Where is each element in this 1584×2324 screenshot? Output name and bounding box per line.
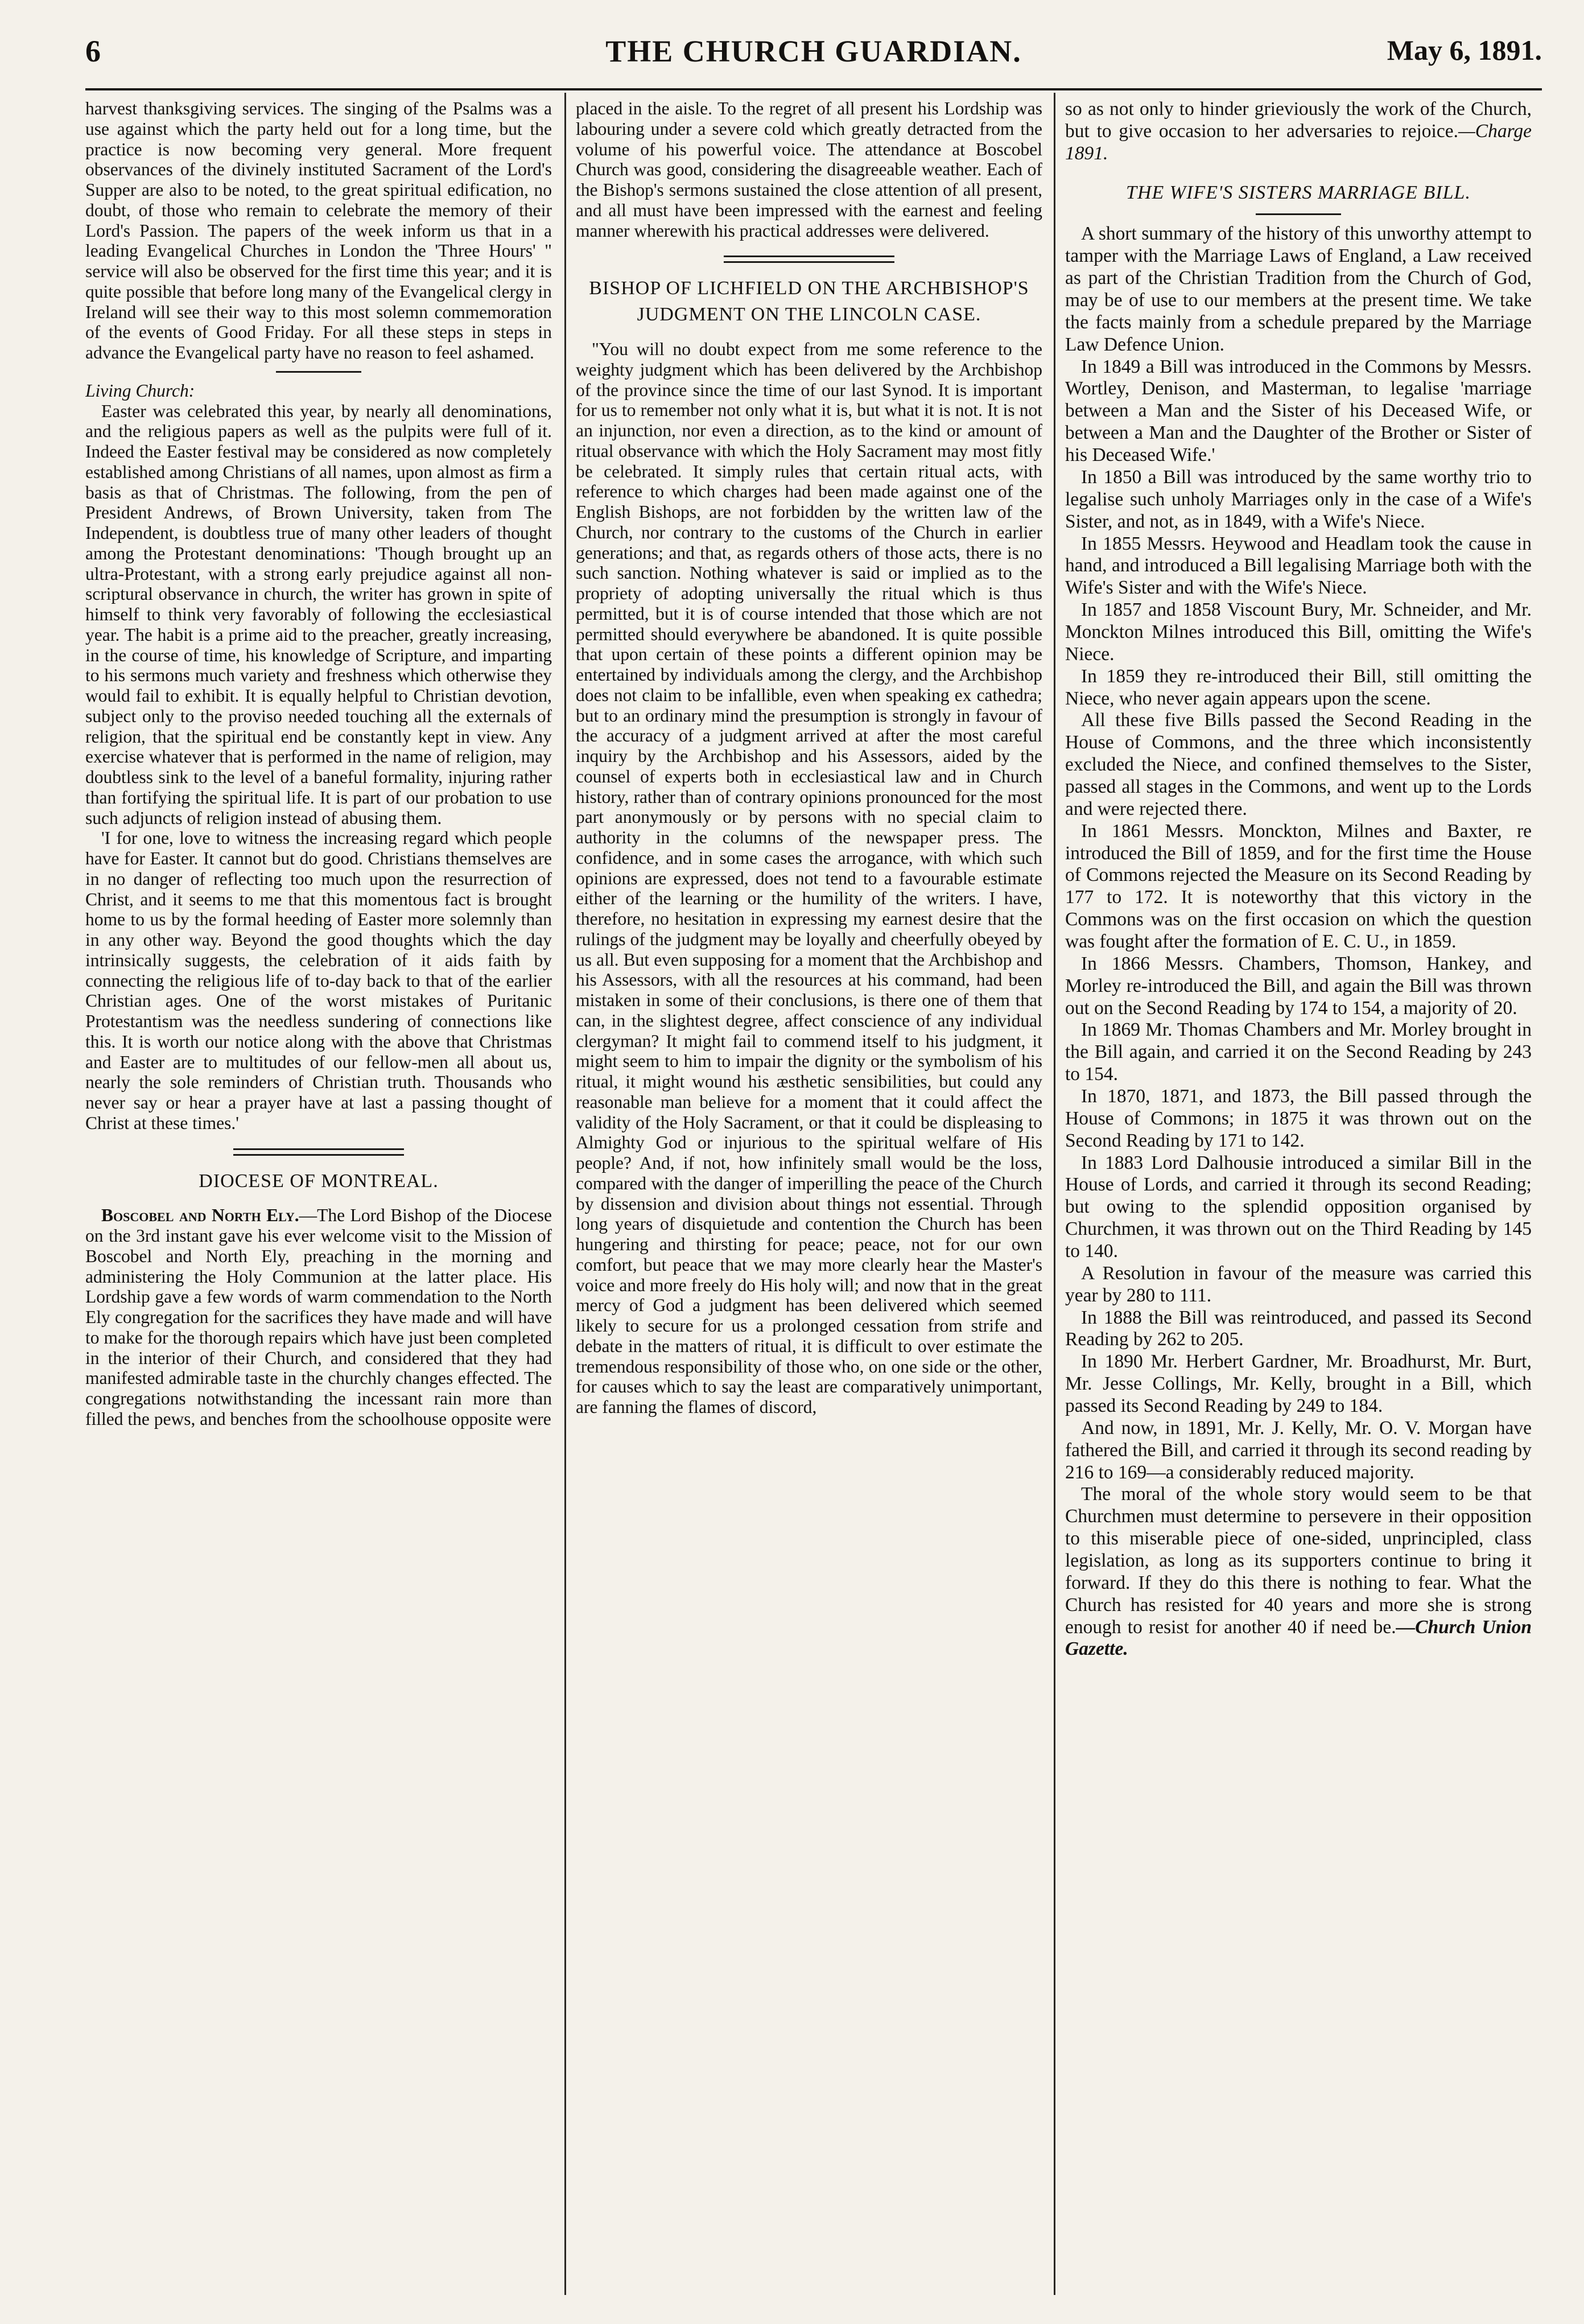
page-number: 6 — [85, 34, 101, 68]
article-paragraph: In 1888 the Bill was reintroduced, and passed its Second Reading by 262 to 205. — [1065, 1307, 1532, 1350]
article-paragraph: In 1859 they re-introduced their Bill, still omitting the Niece, who never again appears upon the scene. — [1065, 665, 1532, 709]
source-citation: —Church Union Gazette. — [1065, 1616, 1532, 1660]
article-paragraph: In 1850 a Bill was introduced by the same worthy trio to legalise such unholy Marriages only in the case of a Wife's Sister, and not, as in 1849, with a Wife's Niece. — [1065, 466, 1532, 532]
article-paragraph: In 1857 and 1858 Viscount Bury, Mr. Schneider, and Mr. Monckton Milnes introduced this Bill, omitting the Wife's Niece. — [1065, 599, 1532, 665]
article-paragraph: A Resolution in favour of the measure was carried this year by 280 to 111. — [1065, 1262, 1532, 1306]
article-paragraph: In 1870, 1871, and 1873, the Bill passed through the House of Commons; in 1875 it was thrown out on the Second Reading by 171 to 142. — [1065, 1085, 1532, 1151]
article-paragraph: placed in the aisle. To the regret of all present his Lordship was labouring under a severe cold which greatly detracted from the volume of his powerful voice. The attendance at Boscobel Church was good, considering the disagreeable weather. Each of the Bishop's sermons sustained the close attention of all present, and all must have been impressed with the earnest and feeling manner wherewith his practical addresses were delivered. — [576, 98, 1042, 241]
article-paragraph: In 1849 a Bill was introduced in the Commons by Messrs. Wortley, Denison, and Masterman, to legalise 'marriage between a Man and the Sister of his Deceased Wife, or between a Man and the Daughter of the Brother or Sister of his Deceased Wife.' — [1065, 356, 1532, 466]
newspaper-page — [85, 26, 1542, 2296]
section-divider — [1256, 213, 1341, 215]
article-paragraph: In 1855 Messrs. Heywood and Headlam took the cause in hand, and introduced a Bill legalising Marriage both with the Wife's Sister and with the Wife's Niece. — [1065, 533, 1532, 599]
section-divider — [276, 371, 361, 373]
section-heading: BISHOP OF LICHFIELD ON THE ARCHBISHOP'S JUDGMENT ON THE LINCOLN CASE. — [589, 278, 1029, 325]
section-heading: DIOCESE OF MONTREAL. — [199, 1170, 439, 1192]
section-heading: THE WIFE'S SISTERS MARRIAGE BILL. — [1126, 182, 1471, 203]
article-paragraph: 'I for one, love to witness the increasing regard which people have for Easter. It cannot but do good. Christians themselves are in no danger of reflecting too much upon the resurrection of Christ, and it seems to me that this momentous fact is brought home to us by the formal heeding of Easter more solemnly than in any other way. Beyond the good thoughts which the day intrinsically suggests, the celebration of it aids faith by connecting the religious life of to-day back to that of the earlier Christian ages. One of the worst mistakes of Puritanic Protestantism was the needless sundering of connections like this. It is worth our notice along with the above that Christmas and Easter are to multitudes of our fellow-men all about us, nearly the sole reminders of Christian truth. Thousands who never say or hear a prayer have at last a passing thought of Christ at these times.' — [85, 828, 552, 1133]
run-in-heading: Boscobel and North Ely. — [101, 1205, 299, 1226]
section-divider — [724, 256, 894, 263]
issue-date: May 6, 1891. — [1387, 34, 1542, 66]
article-paragraph: "You will no doubt expect from me some reference to the weighty judgment which has been delivered by the Archbishop of the province since the time of our last Synod. It is important for us to remember not only what it is, but what it is not. It is not an injunction, nor even a direction, as to the kind or amount of ritual observance with which the Holy Sacrament may most fitly be celebrated. It simply rules that certain ritual acts, with reference to which charges had been made against one of the English Bishops, are not forbidden by the written law of the Church, nor contrary to the customs of the Church in earlier generations; and that, as regards others of those acts, there is no such sanction. Nothing whatever is said or implied as to the propriety of adopting universally the ritual which is thus permitted, but it is of course intended that those which are not permitted should everywhere be abandoned. It is quite possible that upon certain of these points a different opinion may be entertained by individuals among the clergy, and the Archbishop does not claim to be infallible, even when speaking ex cathedra; but to an ordinary mind the presumption is strongly in favour of the accuracy of a judgment arrived at after the most careful inquiry by the Archbishop and his Assessors, aided by the counsel of experts both in ecclesiastical law and in Church history, rather than of contrary opinions pronounced for the most part anonymously or by persons with no special claim to authority in the columns of the newspaper press. The confidence, and in some cases the arrogance, with which such opinions are expressed, does not tend to a favourable estimate either of the learning or the humility of the writers. I have, therefore, no hesitation in expressing my earnest desire that the rulings of the judgment may be loyally and cheerfully obeyed by us all. But even supposing for a moment that the Archbishop and his Assessors, with all the resources at his command, had been mistaken in some of their conclusions, is there one of them that can, in the slightest degree, affect conscience of any individual clergyman? It might fail to commend itself to his judgment, it might seem to him to impair the dignity or the symbolism of his ritual, it might wound his æsthetic sensibilities, but could any reasonable man believe for a moment that it could affect the validity of the Holy Sacrament, or that it could be displeasing to Almighty God or injurious to the spiritual welfare of His people? And, if not, how infinitely small would be the loss, compared with the danger of imperilling the peace of the Church by dissension and division about things not essential. Through long years of disquietude and contention the Church has been hungering and thirsting for peace; peace, not for our own comfort, but peace that we may more clearly hear the Master's voice and more freely do His holy will; and now that in the great mercy of God a judgment has been delivered which seemed likely to secure for us a prolonged cessation from strife and debate in the matters of ritual, it is difficult to over estimate the tremendous responsibility of those who, on one side or the other, for causes which to say the least are comparatively unimportant, are fanning the flames of discord, — [576, 339, 1042, 1418]
article-paragraph: All these five Bills passed the Second Reading in the House of Commons, and the three which inconsistently excluded the Niece, and confined themselves to the Sister, passed all stages in the Commons, and went up to the Lords and were rejected there. — [1065, 710, 1532, 819]
article-paragraph: A short summary of the history of this unworthy attempt to tamper with the Marriage Laws of England, a Law received as part of the Christian Tradition from the Church of God, may be of use to our members at the present time. We take the facts mainly from a schedule prepared by the Marriage Law Defence Union. — [1065, 223, 1532, 355]
article-paragraph: Easter was celebrated this year, by nearly all denominations, and the religious papers as well as the pulpits were full of it. Indeed the Easter festival may be considered as now completely established among Christians of all names, upon almost as firm a basis as that of Christmas. The following, from the pen of President Andrews, of Brown University, taken from The Independent, is doubtless true of many other leaders of thought among the Protestant denominations: 'Though brought up an ultra-Protestant, with a strong early prejudice against all non-scriptural observance in church, the writer has grown in spite of himself to think very favorably of following the ecclesiastical year. The habit is a prime aid to the preacher, greatly increasing, in the course of time, his knowledge of Scripture, and imparting to his sermons much variety and freshness which otherwise they would fail to exhibit. It is equally helpful to Christian devotion, subject only to the proviso needed touching all the externals of religion, that the spiritual end be constantly kept in view. Any exercise whatever that is performed in the name of religion, may doubtless sink to the level of a baneful formality, injuring rather than fortifying the spiritual life. It is part of our probation to use such adjuncts of religion instead of abusing them. — [85, 401, 552, 828]
article-paragraph: In 1869 Mr. Thomas Chambers and Mr. Morley brought in the Bill again, and carried it on the Second Reading by 243 to 154. — [1065, 1019, 1532, 1085]
column-3 — [1065, 98, 1532, 2295]
column-rule — [564, 93, 566, 2295]
section-divider — [233, 1148, 404, 1156]
article-paragraph: In 1861 Messrs. Monckton, Milnes and Baxter, re introduced the Bill of 1859, and for the first time the House of Commons rejected the Measure on its Second Reading by 177 to 172. It is noteworthy that this victory in the Commons was on the first occasion on which the question was fought after the formation of E. C. U., in 1859. — [1065, 820, 1532, 952]
article-paragraph: so as not only to hinder grieviously the work of the Church, but to give occasion to her adversaries to rejoice. — [1065, 98, 1532, 142]
article-paragraph: And now, in 1891, Mr. J. Kelly, Mr. O. V. Morgan have fathered the Bill, and carried it through its second reading by 216 to 169—a considerably reduced majority. — [1065, 1417, 1532, 1483]
article-paragraph: In 1866 Messrs. Chambers, Thomson, Hankey, and Morley re-introduced the Bill, and again the Bill was thrown out on the Second Reading by 174 to 154, a majority of 20. — [1065, 953, 1532, 1019]
masthead-title: THE CHURCH GUARDIAN. — [605, 34, 1022, 68]
column-rule — [1054, 93, 1055, 2295]
column-2 — [576, 98, 1042, 2295]
source-citation: —Charge 1891. — [1065, 120, 1532, 164]
article-paragraph: The moral of the whole story would seem to be that Churchmen must determine to persevere in their opposition to this miserable piece of one-sided, unprincipled, class legislation, as long as its supporters continue to bring it forward. If they do this there is nothing to fear. What the Church has resisted for 40 years and more she is strong enough to resist for another 40 if need be. — [1065, 1484, 1532, 1638]
page-header — [85, 26, 1542, 90]
column-1 — [85, 98, 552, 2295]
article-paragraph: —The Lord Bishop of the Diocese on the 3rd instant gave his ever welcome visit to the Mission of Boscobel and North Ely, preaching in the morning and administering the Holy Communion at the latter place. His Lordship gave a few words of warm commendation to the North Ely congregation for the sacrifices they have made and will have to make for the thorough repairs which have just been completed in the interior of their Church, and considered that they had manifested admirable taste in the churchly changes effected. The congregations notwithstanding the incessant rain more than filled the pews, and benches from the schoolhouse opposite were — [85, 1205, 552, 1429]
source-label: Living Church: — [85, 380, 195, 401]
article-paragraph: In 1890 Mr. Herbert Gardner, Mr. Broadhurst, Mr. Burt, Mr. Jesse Collings, Mr. Kelly, brought in a Bill, which passed its Second Reading by 249 to 184. — [1065, 1351, 1532, 1417]
article-paragraph: harvest thanksgiving services. The singing of the Psalms was a use against which the party held out for a long time, but the practice is now becoming very general. More frequent observances of the divinely instituted Sacrament of the Lord's Supper are also to be noted, to the great spiritual edification, no doubt, of those who remain to celebrate the memory of their Lord's Passion. The papers of the week inform us that in a leading Evangelical Churches in London the 'Three Hours' " service will also be observed for the first time this year; and it is quite possible that before long many of the Evangelical clergy in Ireland will see their way to this most solemn commemoration of the events of Good Friday. For all these steps in steps in advance the Evangelical party have no reason to feel ashamed. — [85, 98, 552, 362]
article-paragraph: In 1883 Lord Dalhousie introduced a similar Bill in the House of Lords, and carried it through its second Reading; but owing to the splendid opposition organised by Churchmen, it was thrown out on the Third Reading by 145 to 140. — [1065, 1152, 1532, 1262]
